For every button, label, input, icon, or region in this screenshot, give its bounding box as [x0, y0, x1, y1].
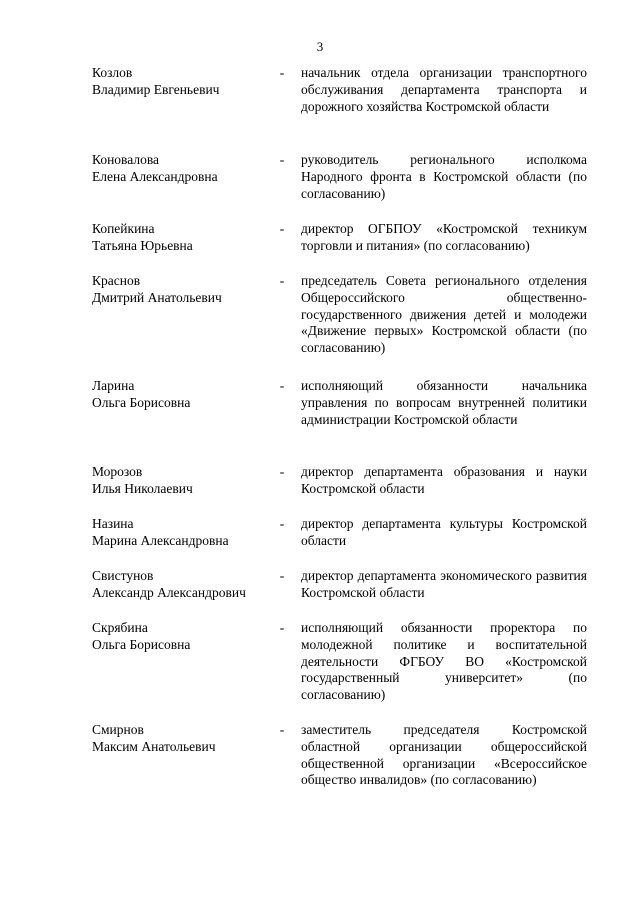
- member-name: [92, 464, 272, 498]
- member-surname: Смирнов: [92, 722, 144, 737]
- member-position: директор ОГБПОУ «Костромской техникум торговли и питания» (по согласованию): [301, 221, 587, 253]
- member-name: [92, 722, 272, 756]
- member-given-names: Марина Александровна: [92, 532, 229, 548]
- member-given-names: Дмитрий Анатольевич: [92, 289, 222, 305]
- member-surname: Свистунов: [92, 568, 154, 583]
- member-position: директор департамента культуры Костромской области: [301, 516, 587, 548]
- member-surname: Краснов: [92, 273, 141, 288]
- member-position: исполняющий обязанности начальника управления по вопросам внутренней политики администрации Костромской области: [301, 378, 587, 427]
- separator-dash: -: [279, 152, 285, 167]
- member-position: председатель Совета регионального отделения Общероссийского общественно-государственного движения детей и молодежи «Движение первых» Костромской области (по согласованию): [301, 273, 587, 356]
- member-given-names: Владимир Евгеньевич: [92, 81, 220, 97]
- member-given-names: Татьяна Юрьевна: [92, 237, 193, 253]
- member-given-names: Ольга Борисовна: [92, 394, 191, 410]
- separator-dash: -: [279, 221, 285, 236]
- member-name: [92, 221, 272, 255]
- member-given-names: Елена Александровна: [92, 168, 218, 184]
- separator-dash: -: [279, 65, 285, 80]
- separator-dash: -: [279, 273, 285, 288]
- member-surname: Назина: [92, 516, 134, 531]
- member-position: руководитель регионального исполкома Народного фронта в Костромской области (по согласованию): [301, 152, 587, 201]
- member-name: [92, 65, 272, 99]
- member-given-names: Ольга Борисовна: [92, 636, 191, 652]
- member-surname: Морозов: [92, 464, 143, 479]
- member-position: исполняющий обязанности проректора по молодежной политике и воспитательной деятельности ФГБОУ ВО «Костромской государственный университет» (по согласованию): [301, 620, 587, 703]
- member-given-names: Александр Александрович: [92, 584, 246, 600]
- separator-dash: -: [279, 464, 285, 479]
- member-name: [92, 516, 272, 550]
- member-surname: Скрябина: [92, 620, 148, 635]
- separator-dash: -: [279, 722, 285, 737]
- member-surname: Копейкина: [92, 221, 155, 236]
- member-given-names: Максим Анатольевич: [92, 738, 216, 754]
- member-surname: Ларина: [92, 378, 135, 393]
- member-surname: Коновалова: [92, 152, 160, 167]
- member-surname: Козлов: [92, 65, 133, 80]
- member-name: [92, 620, 272, 654]
- page-number: 3: [316, 39, 324, 54]
- separator-dash: -: [279, 568, 285, 583]
- separator-dash: -: [279, 516, 285, 531]
- member-name: [92, 568, 272, 602]
- member-position: директор департамента образования и науки Костромской области: [301, 464, 587, 496]
- member-name: [92, 273, 272, 307]
- member-given-names: Илья Николаевич: [92, 480, 193, 496]
- member-position: заместитель председателя Костромской областной организации общероссийской общественной организации «Всероссийское общество инвалидов» (по согласованию): [301, 722, 587, 788]
- member-name: [92, 152, 272, 186]
- separator-dash: -: [279, 620, 285, 635]
- separator-dash: -: [279, 378, 285, 393]
- member-position: директор департамента экономического развития Костромской области: [301, 568, 587, 600]
- member-position: начальник отдела организации транспортного обслуживания департамента транспорта и дорожного хозяйства Костромской области: [301, 65, 587, 114]
- member-name: [92, 378, 272, 412]
